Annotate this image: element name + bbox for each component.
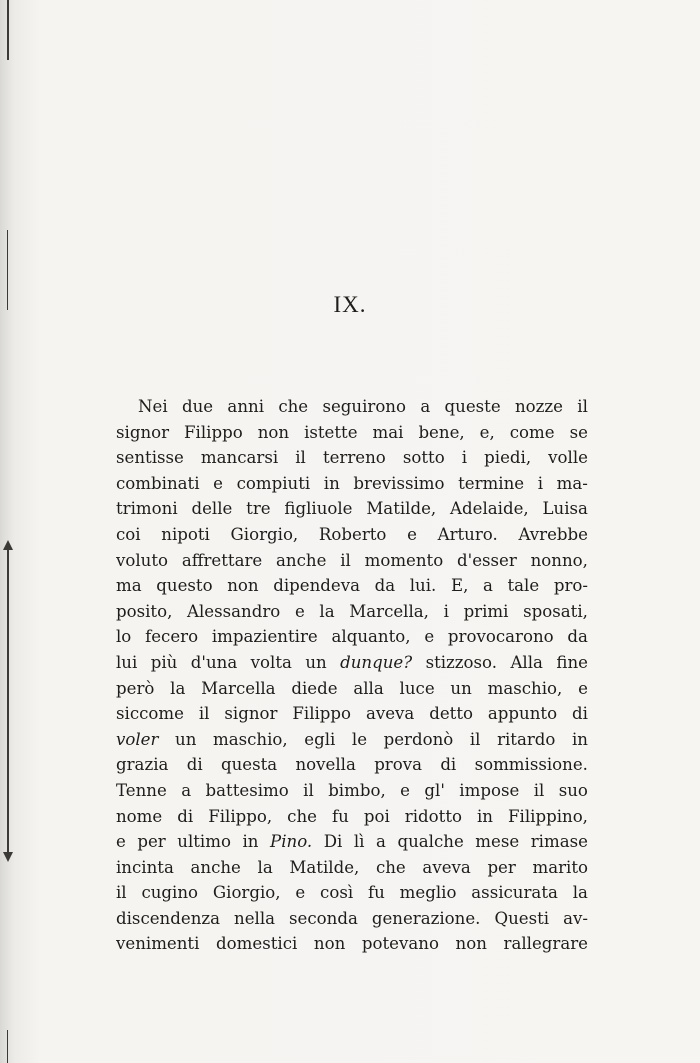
text-line: incinta anche la Matilde, che aveva per marito (116, 857, 588, 877)
text-line: coi nipoti Giorgio, Roberto e Arturo. Avrebbe (116, 524, 588, 544)
text-line: Nei due anni che seguirono a queste nozze il (138, 397, 588, 416)
text-line: Tenne a battesimo il bimbo, e gl' impose il suo (116, 780, 588, 800)
text-line: però la Marcella diede alla luce un maschio, e (116, 678, 588, 698)
text-line: nome di Filippo, che fu poi ridotto in Filippino, (116, 806, 588, 826)
text-line: e per ultimo in Pino. Di lì a qualche mese rimase (116, 832, 588, 852)
text-line: ma questo non dipendeva da lui. E, a tale pro- (116, 576, 588, 596)
binding-edge (0, 0, 30, 1063)
binding-rule (7, 1030, 8, 1063)
binding-arrow-down-icon (3, 852, 13, 862)
binding-rule (7, 548, 9, 858)
text-line: grazia di questa novella prova di sommissione. (116, 755, 588, 775)
text-line: voluto affrettare anche il momento d'esser nonno, (116, 550, 588, 570)
text-line: combinati e compiuti in brevissimo termine i ma- (116, 473, 588, 493)
chapter-heading: IX. (333, 292, 367, 317)
binding-rule (7, 0, 9, 60)
text-line: lo fecero impazientire alquanto, e provocarono da (116, 627, 588, 647)
text-line: voler un maschio, egli le perdonò il ritardo in (116, 729, 588, 749)
text-line: discendenza nella seconda generazione. Questi av- (116, 908, 588, 928)
text-line: posito, Alessandro e la Marcella, i primi sposati, (116, 601, 588, 621)
text-line: il cugino Giorgio, e così fu meglio assicurata la (116, 883, 588, 903)
text-line: venimenti domestici non potevano non rallegrare (116, 934, 588, 954)
chapter-paragraph (116, 394, 588, 957)
text-line: sentisse mancarsi il terreno sotto i piedi, volle (116, 448, 588, 468)
text-line: trimoni delle tre figliuole Matilde, Adelaide, Luisa (116, 499, 588, 519)
text-line: lui più d'una volta un dunque? stizzoso. Alla fine (116, 652, 588, 672)
text-line: siccome il signor Filippo aveva detto appunto di (116, 704, 588, 724)
text-line: signor Filippo non istette mai bene, e, come se (116, 422, 588, 442)
